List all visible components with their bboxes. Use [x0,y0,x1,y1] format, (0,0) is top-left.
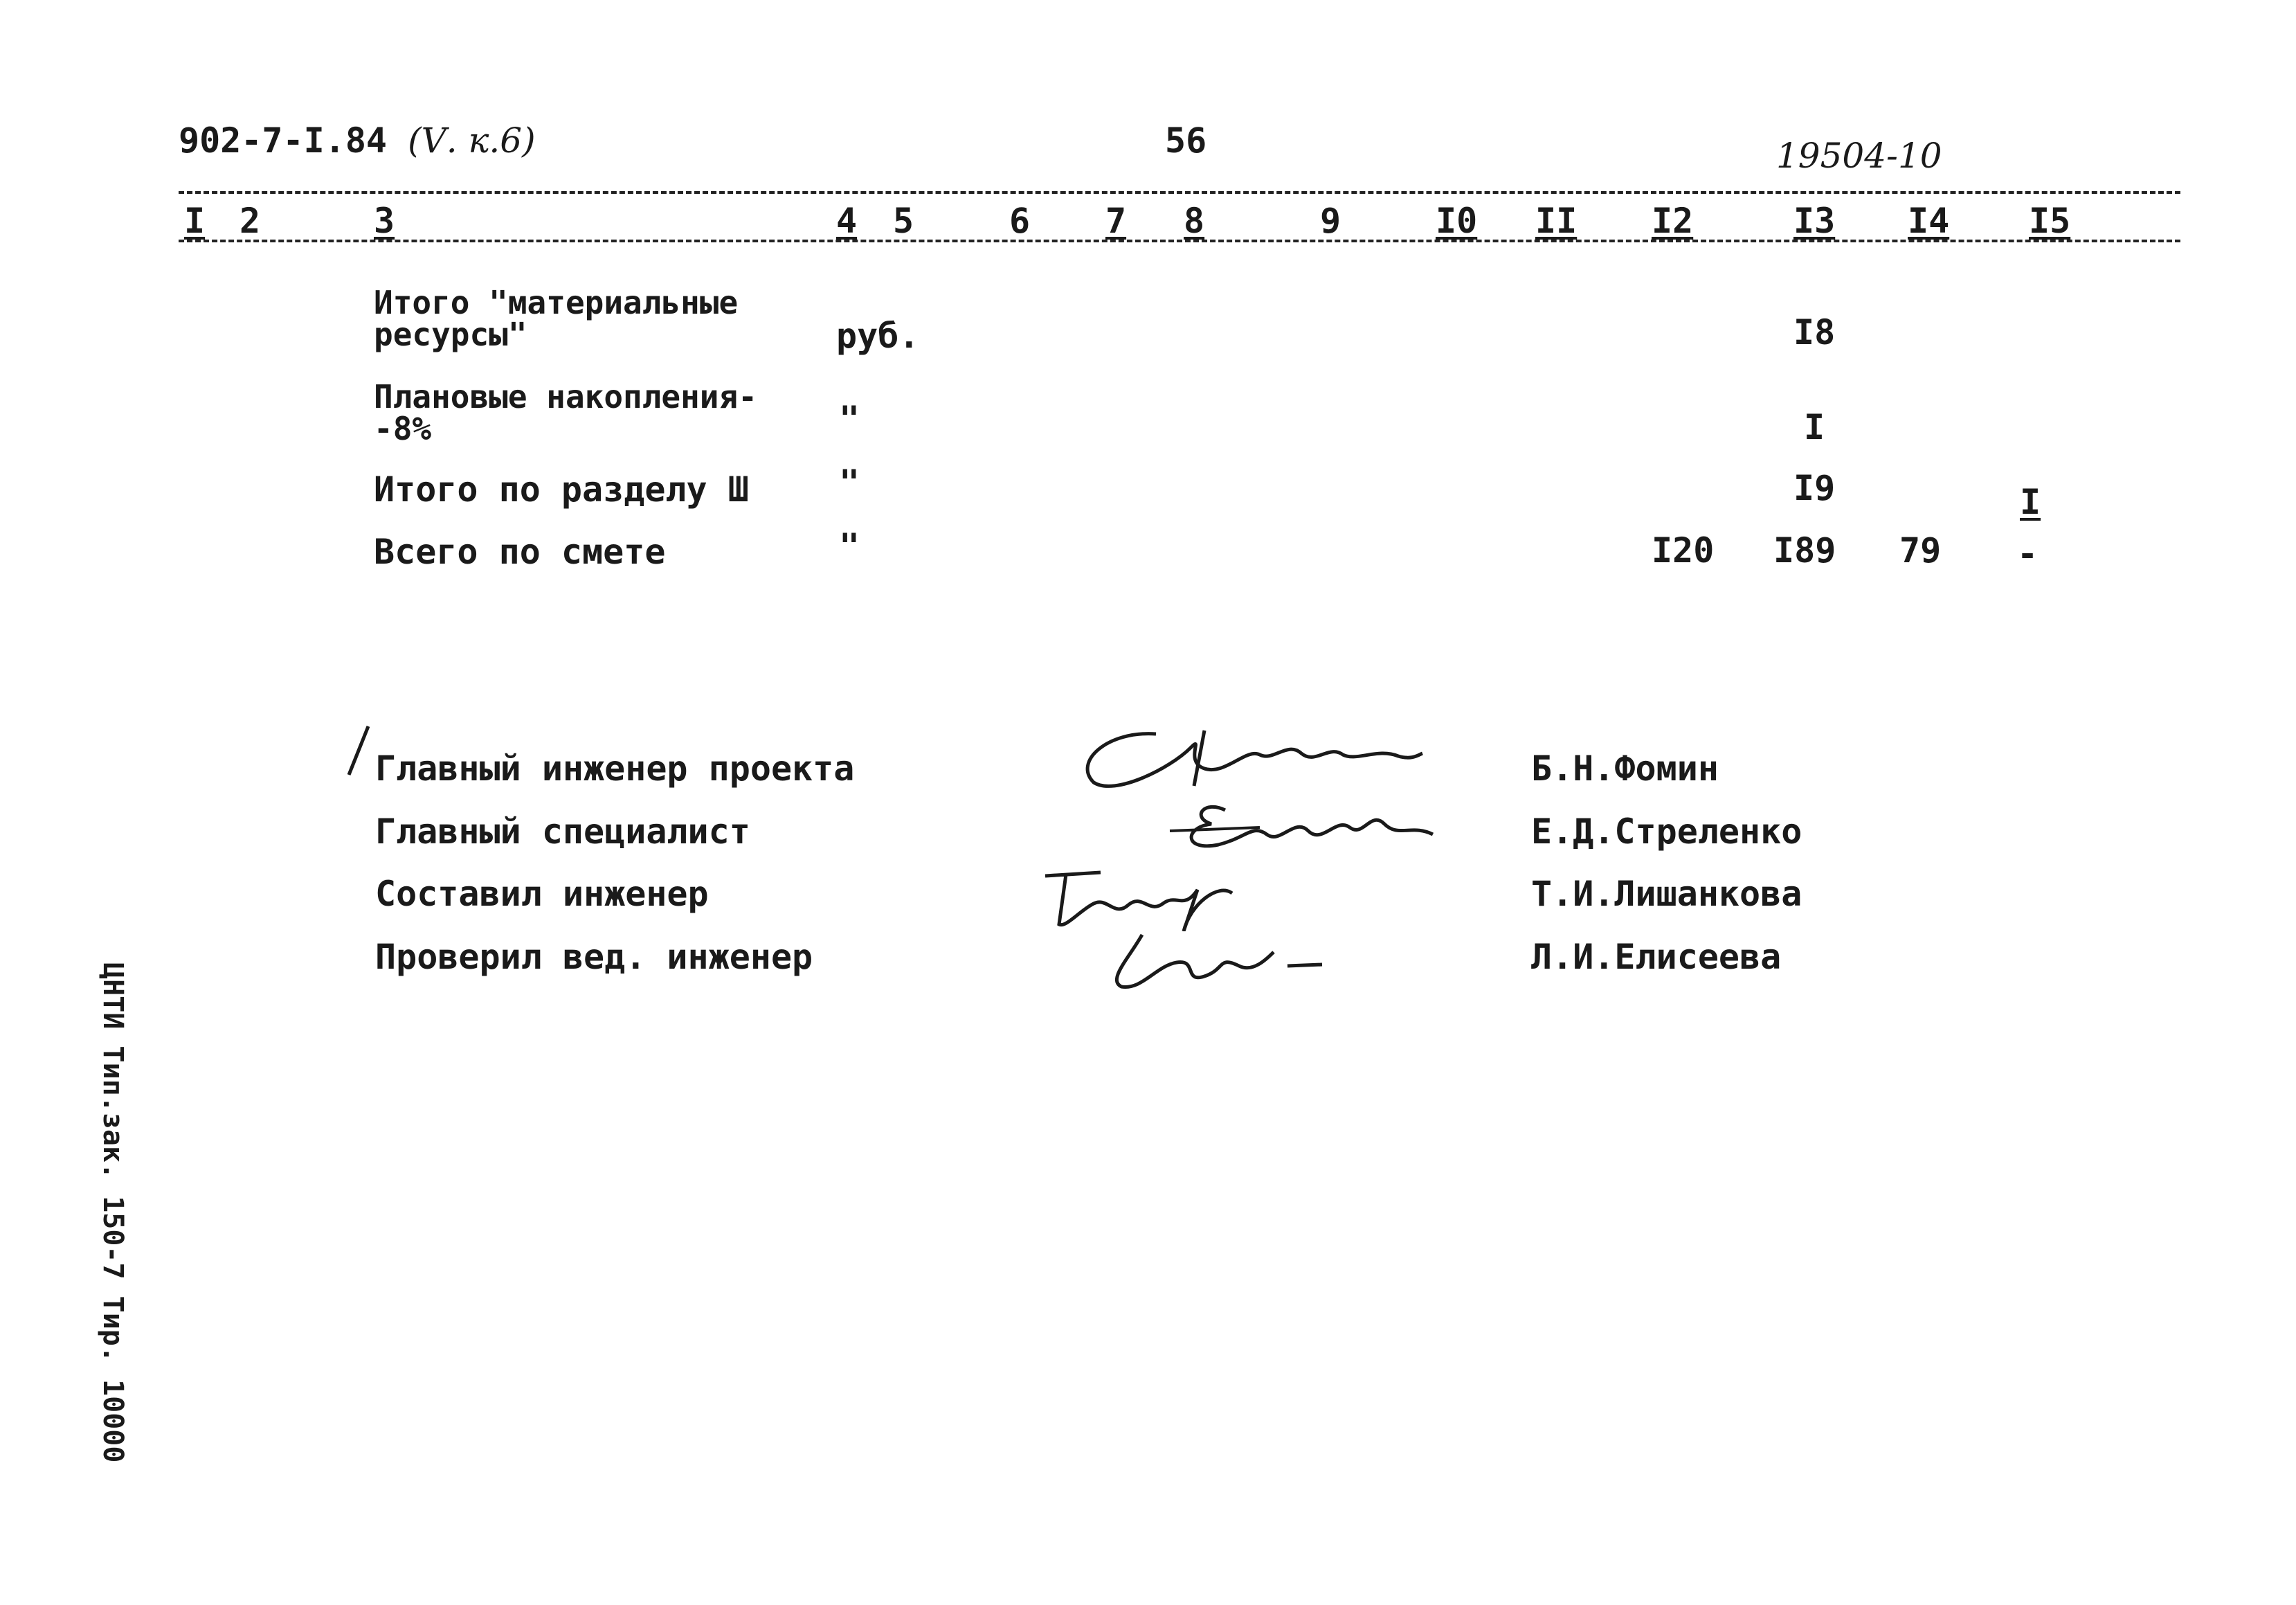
table-row-label [374,284,739,353]
signatory-name: Е.Д.Стреленко [1531,812,1802,852]
column-number-8: 8 [1184,201,1205,241]
signatory-name: Б.Н.Фомин [1531,748,1719,789]
signatory-role: Составил инженер [375,874,709,914]
row-label-line2: -8% [374,410,432,447]
column-number-6: 6 [1009,201,1031,241]
column-number-15: I5 [2029,201,2071,241]
row-value-col13: I [1804,407,1825,447]
printer-imprint: ЦНТИ Тип.зак. 150-7 Тир. 10000 [97,962,129,1463]
signatory-name: Л.И.Елисеева [1531,937,1782,977]
column-number-12: I2 [1652,201,1694,241]
row-value-col12: I20 [1652,530,1715,571]
signatory-role: Главный специалист [375,812,750,852]
signatory-name: Т.И.Лишанкова [1531,874,1802,914]
check-tick-mark [343,724,371,779]
column-number-3: 3 [374,201,395,241]
row-unit: руб. [836,316,920,356]
row-value-col13: I89 [1773,530,1836,571]
document-code-text: 902-7-I.84 [179,120,388,161]
column-number-11: II [1535,201,1578,241]
row-value-col13: I9 [1793,468,1836,508]
column-number-9: 9 [1320,201,1341,241]
column15-mark-top: I [2020,482,2041,522]
table-row-label: Итого по разделу Ш [374,469,749,510]
column15-mark-bottom: - [2017,534,2039,574]
sheet-code: 19504-10 [1776,136,1942,176]
row-value-col13: I8 [1793,312,1836,352]
table-row-label: Всего по смете [374,532,666,572]
signature-strelenko [1163,796,1440,859]
column-number-2: 2 [239,201,261,241]
column-number-1: I [184,201,206,241]
row-value-col14: 79 [1899,530,1942,571]
column-number-14: I4 [1908,201,1950,241]
row-unit: " [839,399,860,439]
signatory-role: Главный инженер проекта [375,748,855,789]
signatory-role: Проверил вед. инженер [375,937,813,977]
signature-fomin [1066,720,1426,796]
row-unit: " [839,526,860,566]
signature-eliseeva [1101,924,1329,994]
row-label-line1: Итого "материальные [374,284,739,321]
page-number: 56 [1165,120,1207,161]
column-number-5: 5 [893,201,914,241]
column-number-7: 7 [1105,201,1127,241]
signature-lishankova [1038,862,1246,931]
column-number-10: I0 [1436,201,1478,241]
row-label-line2: ресурсы" [374,316,527,353]
row-unit: " [839,463,860,503]
column-number-4: 4 [836,201,858,241]
column-number-13: I3 [1793,201,1836,241]
document-code [179,120,536,161]
header-rule-top [179,191,2180,194]
row-label-line1: Плановые накопления- [374,378,757,415]
document-code-handwritten-note: (Ⅴ. к.6) [408,120,536,161]
table-row-label [374,378,757,447]
header-rule-bottom [179,240,2180,242]
